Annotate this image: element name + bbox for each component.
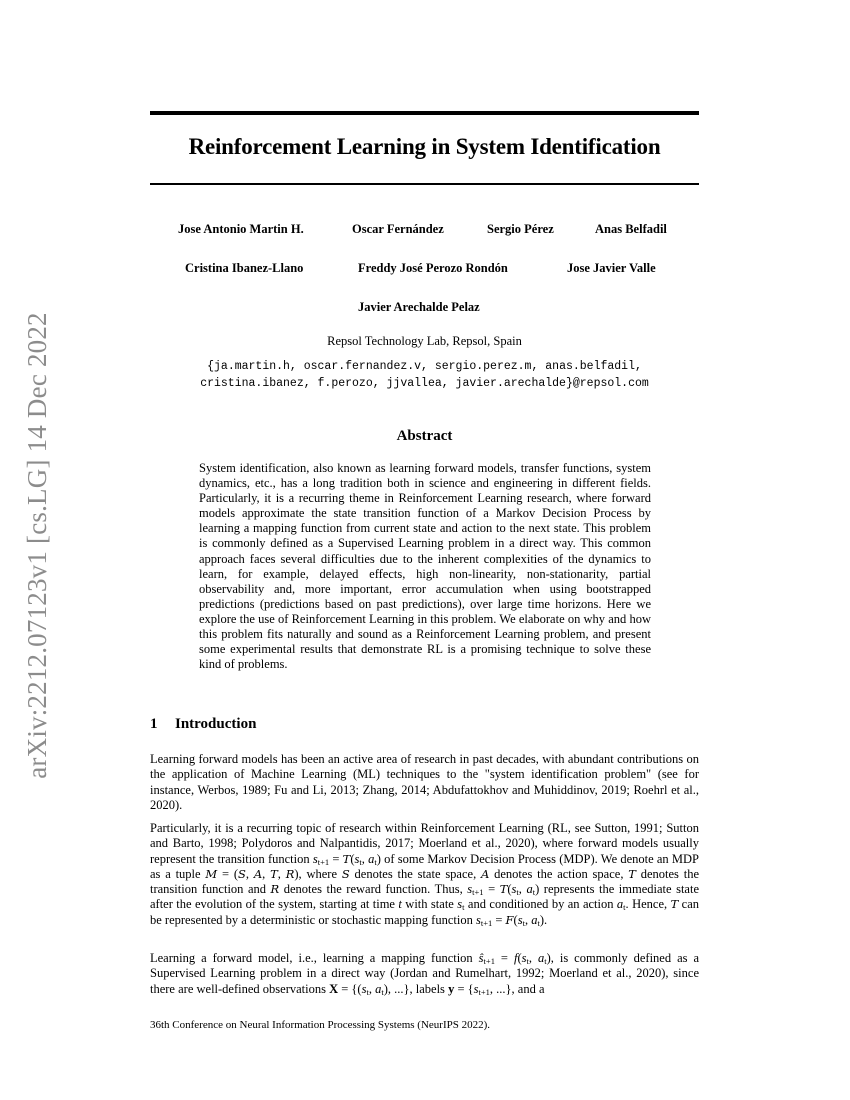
paper-title: Reinforcement Learning in System Identification [188,134,661,159]
body-paragraph: Learning a forward model, i.e., learning a mapping function $ŝ_{t+1} = f(s_t$, $a_t$), is commonly defined as a Supervised Learning problem in a direct way (Jordan and Rumelhart, 1992; Moerland et al., 2020), since there are well-defined observations $X = \{(s_t$, $a_t$), ...}, labels $y = \{s_{t+1}$, ...}, and a [150,951,700,997]
section-title: Introduction [175,716,257,732]
author-name: Sergio Pérez [487,222,554,236]
body-paragraph: Learning forward models has been an active area of research in past decades, with abundant contributions on the application of Machine Learning (ML) techniques to the "system identification problem" (see for instance, Werbos, 1989; Fu and Li, 2013; Zhang, 2014; Abdufattokhov and Muhiddinov, 2019; Roehrl et al., 2020). [150,752,699,812]
abstract-heading: Abstract [396,428,453,444]
author-name: Jose Antonio Martin H. [178,222,304,236]
title-top-rule [150,111,699,115]
author-name: Jose Javier Valle [567,261,656,275]
affiliation: Repsol Technology Lab, Repsol, Spain [327,334,522,348]
body-paragraph: Particularly, it is a recurring topic of research within Reinforcement Learning (RL, see Sutton, 1991; Sutton and Barto, 1998; Polydoros and Nalpantidis, 2017; Moerland et al., 2020), where forward models usually represent the transition function $s_{t+1} = T(s_t$, $a_t$) of some Markov Decision Process (MDP). We denote an MDP as a tuple M = (S, A, T, R), where S denotes the state space, A denotes the action space, T denotes the transition function and R denotes the reward function. Thus, $s_{t+1} = T(s_t$, $a_t$) represents the immediate state after the evolution of the system, starting at time t with state $s_t$ and conditioned by an action $a_t$. Hence, T can be represented by a deterministic or stochastic mapping function $s_{t+1} = F(s_t$, $a_t$). [150,821,700,928]
email-line: {ja.martin.h, oscar.fernandez.v, sergio.perez.m, anas.belfadil, [207,360,642,373]
conference-footnote: 36th Conference on Neural Information Processing Systems (NeurIPS 2022). [150,1019,491,1031]
author-name: Freddy José Perozo Rondón [358,261,508,275]
arxiv-identifier-text: arXiv:2212.07123v1 [cs.LG] 14 Dec 2022 [21,311,52,779]
author-emails [150,358,699,392]
author-name: Cristina Ibanez-Llano [185,261,304,275]
section-number: 1 [150,716,158,732]
email-line: cristina.ibanez, f.perozo, jjvallea, javier.arechalde}@repsol.com [200,377,649,390]
author-name: Anas Belfadil [595,222,667,236]
author-name: Javier Arechalde Pelaz [358,300,480,314]
author-name: Oscar Fernández [352,222,444,236]
section-heading [150,716,256,733]
abstract-text: System identification, also known as learning forward models, transfer functions, system dynamics, etc., has a long tradition both in science and engineering in different fields. Particularly, it is a recurring theme in Reinforcement Learning research, where forward models approximate the state transition function of a Markov Decision Process by learning a mapping function from current state and action to the next state. This problem is commonly defined as a Supervised Learning problem in a direct way. This common approach faces several difficulties due to the inherent complexities of the dynamics to learn, for example, delayed effects, high non-linearity, non-stationarity, partial observability and, more important, error accumulation when using bootstrapped predictions (predictions based on past predictions), over large time horizons. Here we explore the use of Reinforcement Learning in this problem. We elaborate on why and how this problem fits naturally and sound as a Reinforcement Learning problem, and present some experimental results that demonstrate RL is a promising technique to solve these kind of problems. [199,461,651,672]
arxiv-identifier-stamp [20,290,54,800]
title-bottom-rule [150,183,699,185]
